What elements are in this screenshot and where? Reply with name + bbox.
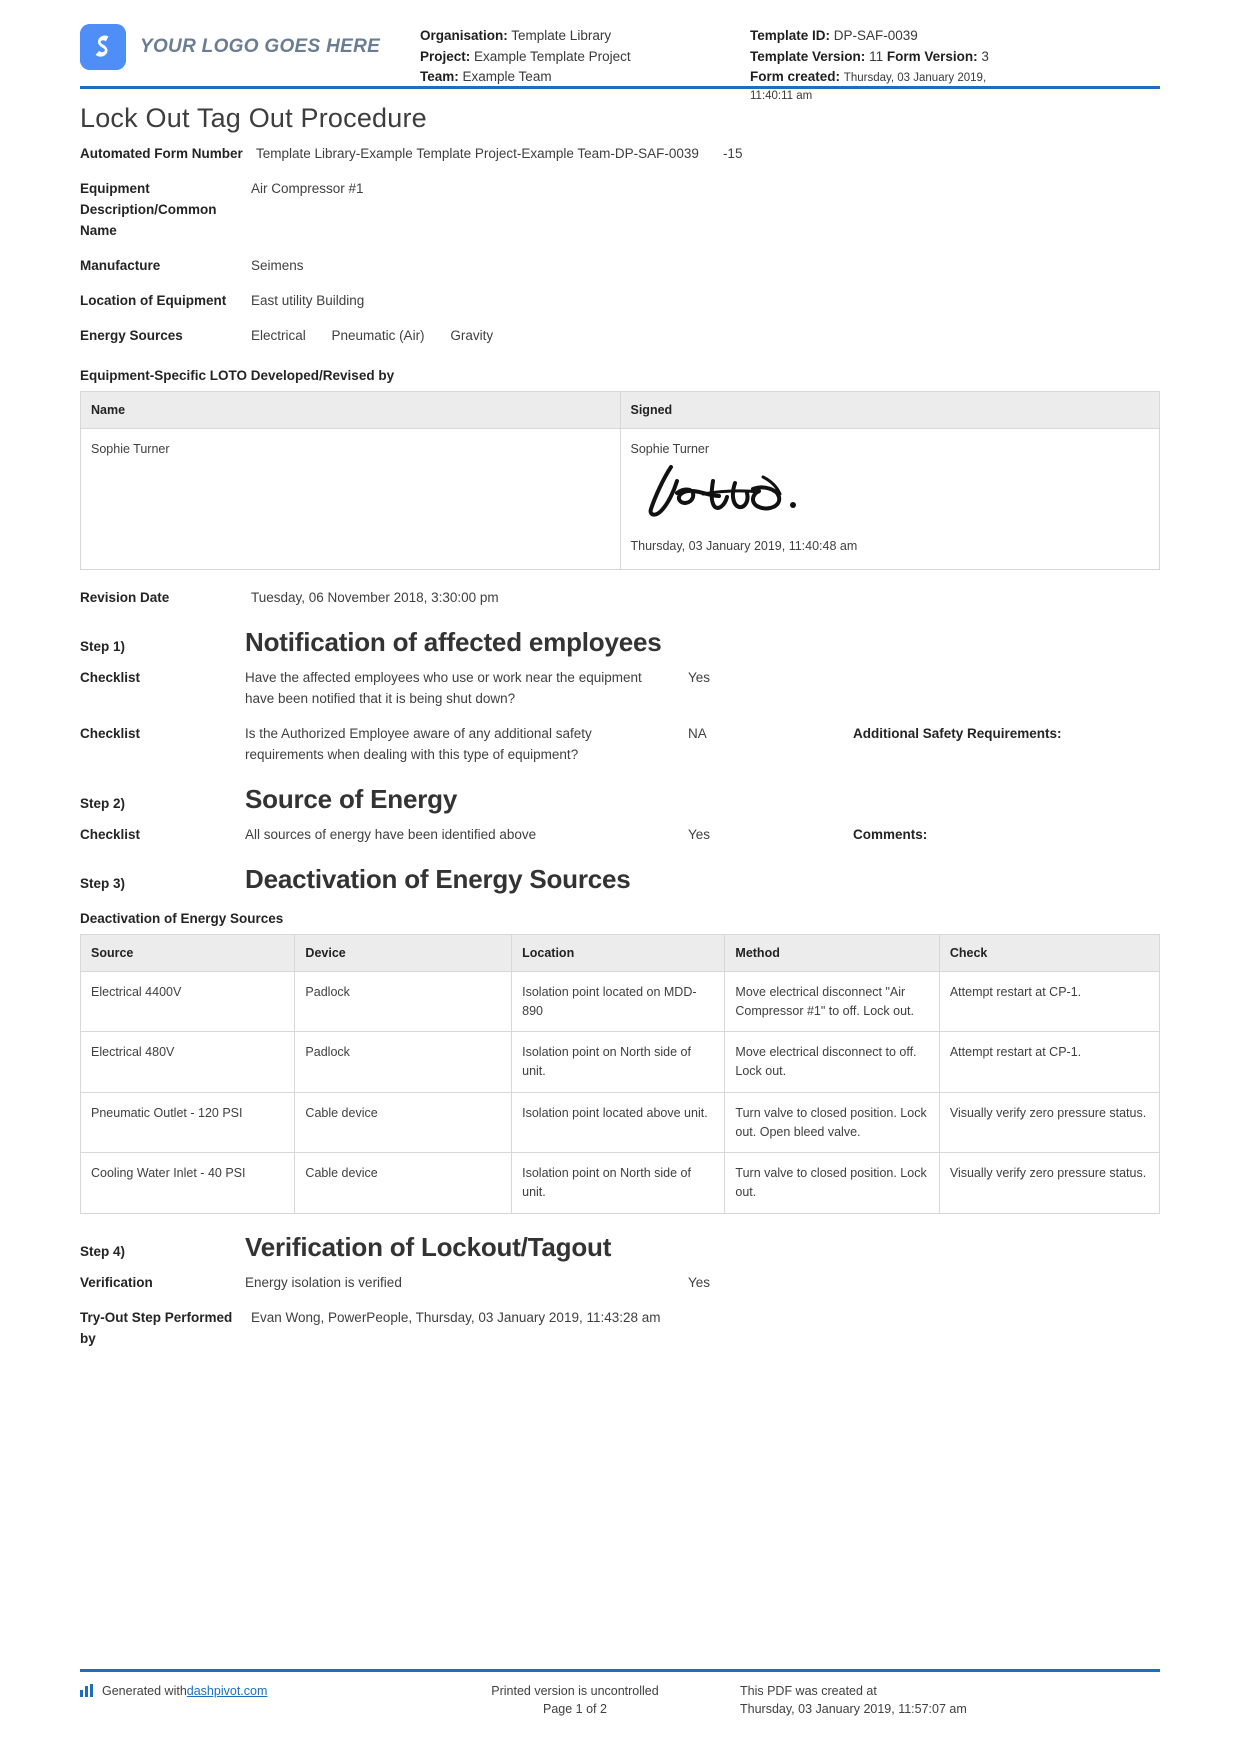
meta-template-version-value: 11 <box>869 48 884 64</box>
checklist-answer: NA <box>688 726 707 742</box>
meta-organisation <box>420 26 750 47</box>
cell-location: Isolation point located above unit. <box>512 1092 725 1153</box>
header-meta-left <box>420 18 750 88</box>
field-revision-date <box>80 588 1160 609</box>
energy-source-item: Electrical <box>251 327 306 343</box>
field-label: Manufacture <box>80 257 161 273</box>
step-title: Deactivation of Energy Sources <box>245 863 631 894</box>
field-value: East utility Building <box>251 292 365 308</box>
step-4 <box>80 1232 1160 1263</box>
cell-device: Cable device <box>295 1153 512 1214</box>
field-label: Energy Sources <box>80 327 183 343</box>
cell-source: Cooling Water Inlet - 40 PSI <box>81 1153 295 1214</box>
logo-text: YOUR LOGO GOES HERE <box>140 36 381 57</box>
column-header-device: Device <box>295 934 512 971</box>
dashpivot-link[interactable]: dashpivot.com <box>186 1683 268 1698</box>
cell-source: Electrical 4400V <box>81 971 295 1032</box>
meta-template-id-label: Template ID: <box>750 28 831 43</box>
signature-date: Thursday, 03 January 2019, 11:40:48 am <box>630 538 858 553</box>
table-row <box>81 1153 1160 1214</box>
cell-check: Visually verify zero pressure status. <box>939 1153 1159 1214</box>
table-row <box>81 429 1160 570</box>
field-equipment-description <box>80 179 1160 242</box>
meta-template-id <box>750 26 1160 47</box>
step-label: Step 4) <box>80 1243 126 1259</box>
checklist-note: Comments: <box>853 827 928 843</box>
checklist-label: Checklist <box>80 670 141 686</box>
column-header-check: Check <box>939 934 1159 971</box>
field-value-group <box>251 144 1160 165</box>
field-value: Tuesday, 06 November 2018, 3:30:00 pm <box>251 590 499 606</box>
meta-template-id-value: DP-SAF-0039 <box>833 28 918 43</box>
meta-form-version-label: Form Version: <box>886 48 978 64</box>
checklist-question: All sources of energy have been identified above <box>245 827 537 843</box>
column-header-method: Method <box>725 934 939 971</box>
cell-source: Electrical 480V <box>81 1032 295 1093</box>
header-meta-right <box>750 18 1160 105</box>
footer-print-info <box>410 1682 740 1718</box>
cell-device: Cable device <box>295 1092 512 1153</box>
meta-template-version-label: Template Version: <box>750 48 866 64</box>
verification-note <box>853 1273 1160 1294</box>
meta-form-created-time: 11:40:11 am <box>750 89 813 102</box>
meta-form-created-label: Form created: <box>750 69 841 85</box>
footer-created-info <box>740 1682 1160 1718</box>
meta-form-created <box>750 67 1160 88</box>
meta-organisation-label: Organisation: <box>420 28 508 43</box>
field-value: Evan Wong, PowerPeople, Thursday, 03 January 2019, 11:43:28 am <box>251 1309 661 1325</box>
dashpivot-logo-icon <box>80 1684 95 1697</box>
verification-question: Energy isolation is verified <box>245 1274 402 1290</box>
step-label: Step 1) <box>80 639 126 655</box>
checklist-answer: Yes <box>688 670 711 686</box>
cell-check: Visually verify zero pressure status. <box>939 1092 1159 1153</box>
footer-generated <box>80 1682 410 1718</box>
deactivation-table-heading: Deactivation of Energy Sources <box>80 910 284 926</box>
meta-organisation-value: Template Library <box>511 28 612 43</box>
meta-team-value: Example Team <box>462 69 552 85</box>
field-tryout-step <box>80 1308 1160 1350</box>
table-header-row <box>81 392 1160 429</box>
footer-printed-line: Printed version is uncontrolled <box>491 1683 659 1698</box>
step-1 <box>80 627 1160 658</box>
field-value-suffix: -15 <box>722 146 743 161</box>
cell-location: Isolation point located on MDD-890 <box>512 971 725 1032</box>
footer-generated-text: Generated with <box>102 1683 187 1698</box>
field-location-of-equipment <box>80 291 1160 312</box>
signature-image <box>641 463 1150 527</box>
checklist-question: Is the Authorized Employee aware of any additional safety requirements when dealing with this type of equipment? <box>245 726 592 763</box>
step-3 <box>80 864 1160 895</box>
checklist-item <box>80 724 1160 766</box>
cell-method: Move electrical disconnect to off. Lock out. <box>725 1032 939 1093</box>
energy-source-item: Gravity <box>450 327 494 343</box>
column-header-signed: Signed <box>620 392 1160 429</box>
footer-created-label: This PDF was created at <box>740 1683 877 1698</box>
field-label: Revision Date <box>80 590 170 606</box>
step-label: Step 3) <box>80 875 126 891</box>
step-title: Verification of Lockout/Tagout <box>245 1231 612 1262</box>
cell-location: Isolation point on North side of unit. <box>512 1032 725 1093</box>
column-header-location: Location <box>512 934 725 971</box>
meta-versions <box>750 47 1160 68</box>
field-value: Seimens <box>251 257 304 273</box>
document-header <box>80 0 1160 102</box>
verification-row <box>80 1273 1160 1294</box>
cell-signed <box>620 429 1160 570</box>
meta-project-value: Example Template Project <box>474 48 631 64</box>
field-label: Automated Form Number <box>80 146 243 161</box>
checklist-answer: Yes <box>688 827 711 843</box>
field-energy-sources <box>80 326 1160 347</box>
column-header-source: Source <box>81 934 295 971</box>
checklist-question: Have the affected employees who use or work near the equipment have been notified that it is being shut down? <box>245 670 642 707</box>
checklist-note: Additional Safety Requirements: <box>853 726 1062 742</box>
cell-method: Turn valve to closed position. Lock out. Open bleed valve. <box>725 1092 939 1153</box>
meta-form-version-value: 3 <box>981 48 989 64</box>
table-row <box>81 1092 1160 1153</box>
logo-block <box>80 18 420 70</box>
checklist-label: Checklist <box>80 726 141 742</box>
step-title: Source of Energy <box>245 784 458 815</box>
step-2 <box>80 784 1160 815</box>
checklist-label: Checklist <box>80 827 141 843</box>
cell-source: Pneumatic Outlet - 120 PSI <box>81 1092 295 1153</box>
field-automated-form-number <box>80 144 1160 165</box>
field-label: Try-Out Step Performed by <box>80 1309 233 1346</box>
table-header-row <box>81 934 1160 971</box>
verification-label: Verification <box>80 1274 153 1290</box>
energy-sources-values <box>251 326 1160 347</box>
cell-location: Isolation point on North side of unit. <box>512 1153 725 1214</box>
field-label: Equipment Description/Common Name <box>80 180 217 238</box>
cell-method: Move electrical disconnect "Air Compressor #1" to off. Lock out. <box>725 971 939 1032</box>
field-label: Location of Equipment <box>80 292 227 308</box>
field-value: Template Library-Example Template Project-Example Team-DP-SAF-0039 <box>256 146 699 161</box>
page-title: Lock Out Tag Out Procedure <box>80 103 427 133</box>
meta-project <box>420 47 750 68</box>
cell-check: Attempt restart at CP-1. <box>939 971 1159 1032</box>
checklist-note <box>853 668 1160 710</box>
loto-table <box>80 391 1160 570</box>
cell-check: Attempt restart at CP-1. <box>939 1032 1159 1093</box>
deactivation-table <box>80 934 1160 1214</box>
table-row <box>81 1032 1160 1093</box>
document-footer <box>80 1669 1160 1718</box>
step-label: Step 2) <box>80 796 126 812</box>
table-row <box>81 971 1160 1032</box>
cell-name: Sophie Turner <box>81 429 621 570</box>
meta-form-created-value: Thursday, 03 January 2019, <box>843 72 987 85</box>
checklist-item <box>80 825 1160 846</box>
field-manufacture <box>80 256 1160 277</box>
cell-device: Padlock <box>295 1032 512 1093</box>
footer-divider <box>80 1669 1160 1672</box>
checklist-item <box>80 668 1160 710</box>
cell-method: Turn valve to closed position. Lock out. <box>725 1153 939 1214</box>
cell-device: Padlock <box>295 971 512 1032</box>
step-title: Notification of affected employees <box>245 627 662 658</box>
footer-created-date: Thursday, 03 January 2019, 11:57:07 am <box>740 1701 967 1716</box>
field-value: Air Compressor #1 <box>251 180 364 196</box>
energy-source-item: Pneumatic (Air) <box>331 327 425 343</box>
verification-answer: Yes <box>688 1274 711 1290</box>
column-header-name: Name <box>81 392 621 429</box>
company-logo-icon <box>80 24 126 70</box>
footer-page-number: Page 1 of 2 <box>543 1701 607 1716</box>
meta-project-label: Project: <box>420 48 471 64</box>
meta-team-label: Team: <box>420 69 459 85</box>
loto-section-heading: Equipment-Specific LOTO Developed/Revised by <box>80 368 395 384</box>
meta-team <box>420 67 750 88</box>
signature-name: Sophie Turner <box>630 442 710 457</box>
